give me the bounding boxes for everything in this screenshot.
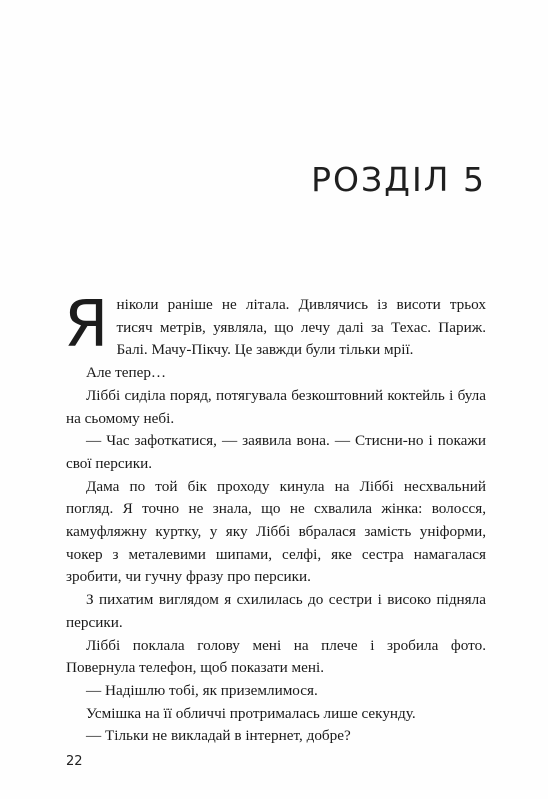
paragraph-1: [64, 288, 486, 362]
paragraph-4: — Час зафоткатися, — заявила вона. — Стисни-но і покажи свої персики.: [66, 432, 486, 472]
paragraph-1-text: ніколи раніше не літала. Дивлячись із висоти трьох тисяч метрів, уявляла, що лечу далі за Техас. Париж. Балі. Мачу-Пікчу. Це завжди були тільки мрії.: [116, 296, 486, 359]
paragraph-3: Ліббі сиділа поряд, потягувала безкоштовний коктейль і була на сьомому небі.: [66, 386, 486, 427]
paragraph-2: Але тепер…: [86, 364, 167, 382]
paragraph-6: З пихатим виглядом я схилилась до сестри і високо підняла персики.: [66, 591, 486, 631]
paragraph-8: — Надішлю тобі, як приземлимося.: [86, 681, 318, 699]
paragraph-5: Дама по той бік проходу кинула на Ліббі несхвальний погляд. Я точно не знала, що не схвалила жінка: волосся, камуфляжну куртку, у яку Ліббі вбралася замість уніформи, чокер з металевими шипами, селфі, яке сестра намагалася зробити, чи гучну фразу про персики.: [66, 477, 486, 586]
chapter-body: [64, 288, 486, 748]
chapter-title: РОЗДІЛ 5: [311, 160, 486, 199]
drop-cap-letter: Я: [64, 288, 109, 362]
page-number: 22: [66, 754, 83, 769]
paragraph-7: Ліббі поклала голову мені на плече і зробила фото. Повернула телефон, щоб показати мені.: [66, 636, 486, 677]
paragraph-10: — Тільки не викладай в інтернет, добре?: [86, 727, 351, 745]
paragraph-9: Усмішка на її обличчі протрималась лише секунду.: [86, 704, 416, 722]
